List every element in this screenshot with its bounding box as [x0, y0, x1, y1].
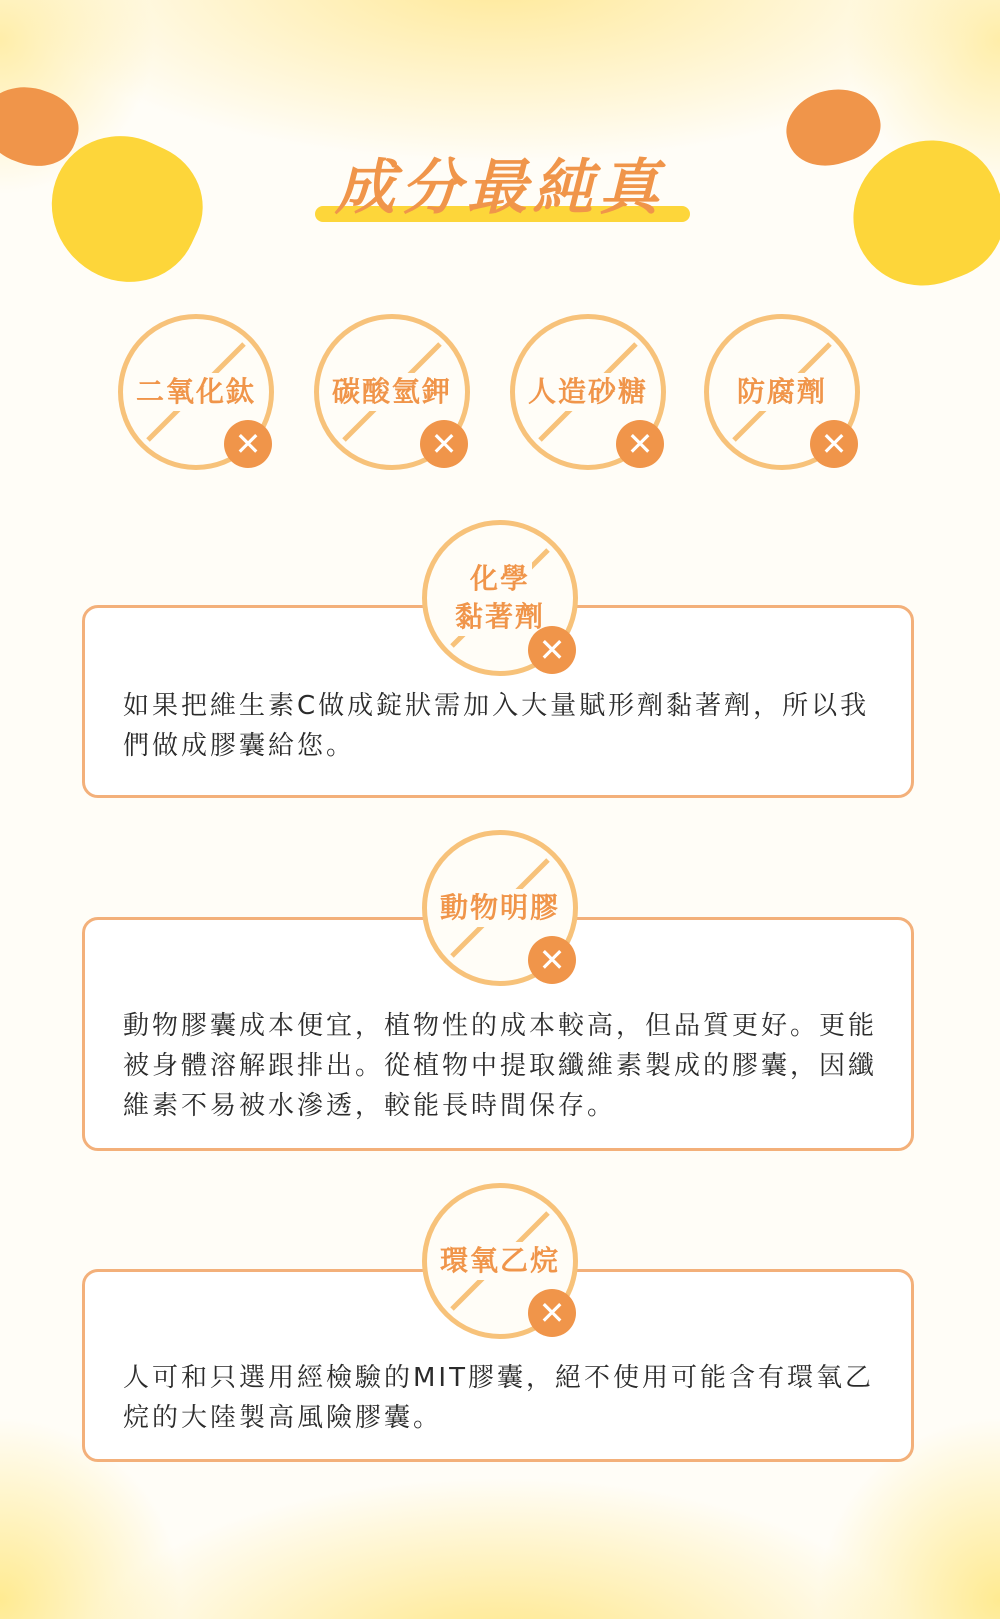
cross-icon: ✕: [528, 626, 576, 674]
cross-icon: ✕: [810, 420, 858, 468]
badge-ethylene-oxide: [422, 1183, 578, 1339]
card-description: 人可和只選用經檢驗的MIT膠囊，絕不使用可能含有環氧乙烷的大陸製高風險膠囊。: [123, 1363, 874, 1433]
cross-icon: ✕: [528, 1289, 576, 1337]
cross-icon: ✕: [616, 420, 664, 468]
card-description: 如果把維生素C做成錠狀需加入大量賦形劑黏著劑，所以我們做成膠囊給您。: [123, 691, 870, 761]
badge-chemical-binder: [422, 520, 578, 676]
badge-preservative: [704, 314, 860, 470]
badge-label: 環氧乙烷: [438, 1242, 562, 1280]
badge-titanium-dioxide: [118, 314, 274, 470]
badge-artificial-sugar: [510, 314, 666, 470]
card-description: 動物膠囊成本便宜，植物性的成本較高，但品質更好。更能被身體溶解跟排出。從植物中提取纖維素製成的膠囊，因纖維素不易被水滲透，較能長時間保存。: [123, 1011, 878, 1121]
badge-label: 碳酸氫鉀: [330, 373, 454, 411]
badge-animal-gelatin: [422, 830, 578, 986]
title-section: [0, 148, 1000, 228]
badge-label-line2: 黏著劑: [453, 598, 547, 636]
badge-label: 人造砂糖: [526, 373, 650, 411]
cross-icon: ✕: [528, 936, 576, 984]
cross-icon: ✕: [420, 420, 468, 468]
badge-label: 二氧化鈦: [134, 373, 258, 411]
badge-label-line1: 化學: [468, 560, 532, 598]
badge-label: 動物明膠: [438, 889, 562, 927]
page-title: 成分最純真: [335, 153, 665, 223]
cross-icon: ✕: [224, 420, 272, 468]
badge-label: 防腐劑: [735, 373, 829, 411]
badge-potassium-bicarbonate: [314, 314, 470, 470]
